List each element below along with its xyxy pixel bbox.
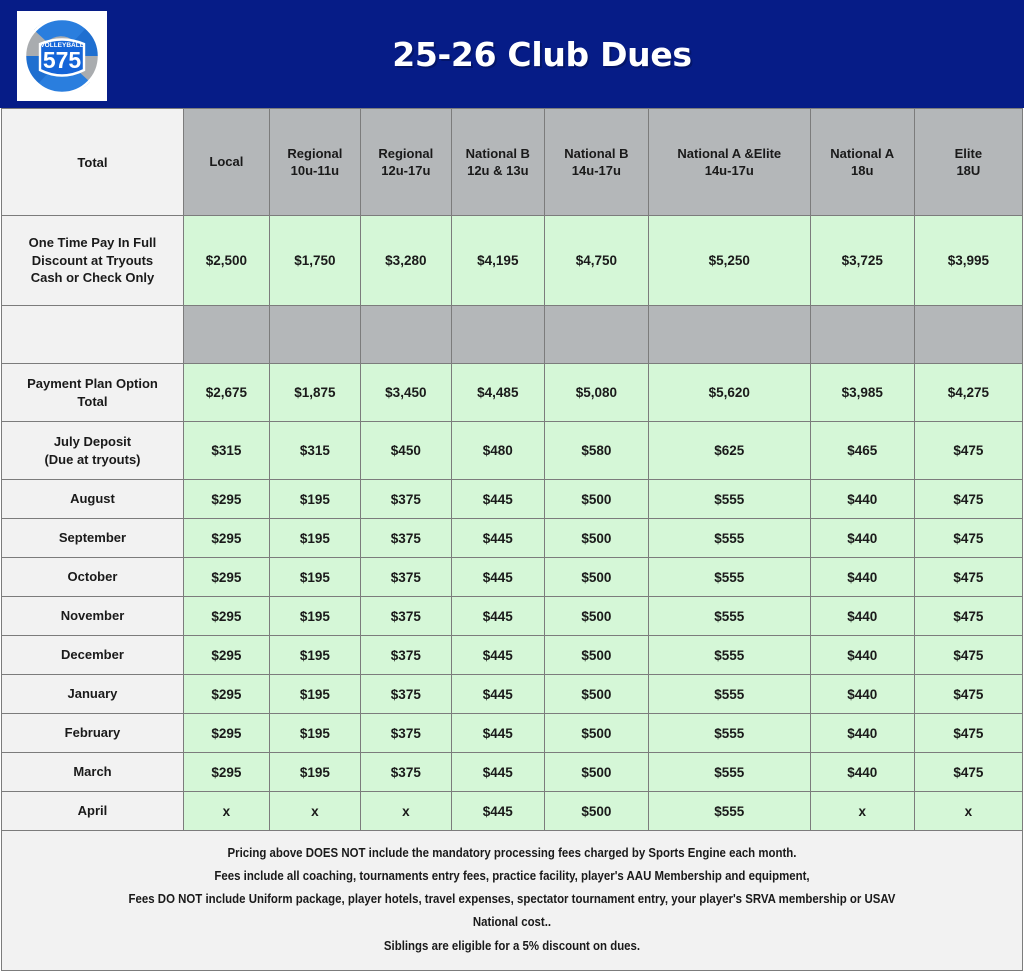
logo-badge-number: 575 xyxy=(42,47,82,73)
row-label-cell xyxy=(2,753,184,792)
footnote-line: Siblings are eligible for a 5% discount on dues. xyxy=(383,937,641,953)
price-cell: $445 xyxy=(451,636,544,675)
table-row xyxy=(2,216,1023,306)
price-cell: $3,985 xyxy=(810,364,914,422)
price-cell: $500 xyxy=(544,792,648,831)
column-header-elite-18u xyxy=(914,109,1022,216)
row-label-line: One Time Pay In Full xyxy=(28,235,157,251)
price-cell: $465 xyxy=(810,422,914,480)
column-header-regional-10u-11u xyxy=(269,109,360,216)
price-cell: $5,250 xyxy=(648,216,810,306)
price-cell: $555 xyxy=(648,792,810,831)
footnotes-block xyxy=(1,831,1023,971)
price-cell: $375 xyxy=(360,597,451,636)
price-cell: $295 xyxy=(183,636,269,675)
page-title: 25-26 Club Dues xyxy=(392,34,692,74)
table-row xyxy=(2,422,1023,480)
price-cell: $4,195 xyxy=(451,216,544,306)
row-label-cell xyxy=(2,558,184,597)
price-cell: $2,675 xyxy=(183,364,269,422)
table-row xyxy=(2,364,1023,422)
row-label-line: September xyxy=(58,530,127,546)
row-label-line: Total xyxy=(77,393,108,409)
column-header-elite-18u-label: Elite xyxy=(954,145,983,161)
table-row xyxy=(2,558,1023,597)
row-label-cell xyxy=(2,216,184,306)
column-header-national-a-18u-sub: 18u xyxy=(851,163,874,178)
column-header-national-a-18u-label: National A xyxy=(830,145,895,161)
price-cell: $295 xyxy=(183,519,269,558)
price-cell: $555 xyxy=(648,714,810,753)
price-cell: $195 xyxy=(269,480,360,519)
price-cell: x xyxy=(810,792,914,831)
price-cell: $375 xyxy=(360,675,451,714)
price-cell: $500 xyxy=(544,714,648,753)
row-label-cell xyxy=(2,792,184,831)
price-cell: $5,620 xyxy=(648,364,810,422)
price-cell: $3,725 xyxy=(810,216,914,306)
footnote-line: Fees DO NOT include Uniform package, player hotels, travel expenses, spectator tournament entry, your player's SRVA membership or USAV xyxy=(128,891,896,907)
column-header-local-label: Local xyxy=(209,154,244,170)
price-cell: $475 xyxy=(914,519,1022,558)
club-dues-table xyxy=(1,108,1023,831)
row-label-cell xyxy=(2,422,184,480)
price-cell: $315 xyxy=(183,422,269,480)
table-head xyxy=(2,109,1023,216)
column-header-total xyxy=(2,109,184,216)
table-row xyxy=(2,519,1023,558)
price-cell: $445 xyxy=(451,597,544,636)
row-label-line: (Due at tryouts) xyxy=(44,451,141,467)
price-cell xyxy=(810,306,914,364)
column-header-regional-12u-17u-label: Regional xyxy=(378,145,434,161)
price-cell: $440 xyxy=(810,480,914,519)
row-label-line: Discount at Tryouts xyxy=(31,252,154,268)
row-label-line: April xyxy=(77,803,108,819)
footnote-line: Pricing above DOES NOT include the mandatory processing fees charged by Sports Engine each month. xyxy=(227,845,797,860)
price-cell: $375 xyxy=(360,753,451,792)
table-body xyxy=(2,216,1023,831)
price-cell xyxy=(648,306,810,364)
column-header-total-label: Total xyxy=(77,154,108,170)
price-cell xyxy=(544,306,648,364)
price-cell: $555 xyxy=(648,753,810,792)
column-header-national-b-12u-13u xyxy=(451,109,544,216)
price-cell: $625 xyxy=(648,422,810,480)
column-header-national-a-elite-14u-17u-sub: 14u-17u xyxy=(704,163,754,178)
price-cell xyxy=(269,306,360,364)
price-cell: $445 xyxy=(451,753,544,792)
row-label-line: March xyxy=(73,764,112,780)
row-label-cell xyxy=(2,597,184,636)
price-cell: $295 xyxy=(183,558,269,597)
column-header-elite-18u-sub: 18U xyxy=(956,163,981,178)
row-label-line: February xyxy=(64,725,121,741)
row-label-line: January xyxy=(67,686,118,702)
price-cell: x xyxy=(914,792,1022,831)
price-cell xyxy=(914,306,1022,364)
row-label-cell xyxy=(2,480,184,519)
price-cell: $195 xyxy=(269,675,360,714)
row-label-cell xyxy=(2,714,184,753)
price-cell: $3,450 xyxy=(360,364,451,422)
price-cell: $195 xyxy=(269,714,360,753)
price-cell: $445 xyxy=(451,675,544,714)
table-row xyxy=(2,753,1023,792)
row-label-line: Payment Plan Option xyxy=(27,375,158,391)
column-header-regional-10u-11u-sub: 10u-11u xyxy=(290,163,340,178)
column-header-regional-12u-17u xyxy=(360,109,451,216)
price-cell: $500 xyxy=(544,480,648,519)
price-cell xyxy=(183,306,269,364)
price-cell: $4,750 xyxy=(544,216,648,306)
column-header-national-a-elite-14u-17u xyxy=(648,109,810,216)
price-cell: $440 xyxy=(810,597,914,636)
price-cell: $295 xyxy=(183,714,269,753)
price-cell: $445 xyxy=(451,714,544,753)
row-label-line: July Deposit xyxy=(53,433,132,449)
table-row xyxy=(2,714,1023,753)
price-cell: $195 xyxy=(269,753,360,792)
price-cell: x xyxy=(269,792,360,831)
price-cell: $475 xyxy=(914,675,1022,714)
row-label-cell xyxy=(2,364,184,422)
price-cell: $500 xyxy=(544,636,648,675)
price-cell: $3,280 xyxy=(360,216,451,306)
footnote-line: National cost.. xyxy=(472,914,552,930)
price-cell: $5,080 xyxy=(544,364,648,422)
price-cell: $475 xyxy=(914,558,1022,597)
price-cell: $2,500 xyxy=(183,216,269,306)
price-cell: $375 xyxy=(360,636,451,675)
column-header-national-b-12u-13u-label: National B xyxy=(465,145,530,161)
price-cell: $1,750 xyxy=(269,216,360,306)
price-cell: $1,875 xyxy=(269,364,360,422)
row-label-cell xyxy=(2,519,184,558)
price-cell: $4,485 xyxy=(451,364,544,422)
row-label-cell xyxy=(2,675,184,714)
table-row xyxy=(2,636,1023,675)
price-cell: $445 xyxy=(451,792,544,831)
price-cell: $315 xyxy=(269,422,360,480)
column-header-national-b-12u-13u-sub: 12u & 13u xyxy=(467,163,529,178)
price-cell: $580 xyxy=(544,422,648,480)
price-cell xyxy=(451,306,544,364)
price-cell xyxy=(360,306,451,364)
price-cell: $445 xyxy=(451,480,544,519)
table-row xyxy=(2,597,1023,636)
column-header-local xyxy=(183,109,269,216)
price-cell: $445 xyxy=(451,519,544,558)
price-cell: $500 xyxy=(544,558,648,597)
price-cell: $375 xyxy=(360,558,451,597)
column-header-regional-10u-11u-label: Regional xyxy=(287,145,343,161)
price-cell: $195 xyxy=(269,519,360,558)
column-header-national-a-18u xyxy=(810,109,914,216)
column-header-national-b-14u-17u xyxy=(544,109,648,216)
price-cell: $375 xyxy=(360,519,451,558)
volleyball-575-logo-icon xyxy=(20,14,104,98)
price-cell: $440 xyxy=(810,636,914,675)
price-cell: $555 xyxy=(648,675,810,714)
price-cell: $295 xyxy=(183,480,269,519)
row-label-cell xyxy=(2,306,184,364)
price-cell: $475 xyxy=(914,636,1022,675)
logo-badge-label: VOLLEYBALL xyxy=(40,42,84,49)
price-cell: $500 xyxy=(544,675,648,714)
column-header-national-b-14u-17u-sub: 14u-17u xyxy=(571,163,621,178)
price-cell: $440 xyxy=(810,714,914,753)
column-header-national-b-14u-17u-label: National B xyxy=(564,145,629,161)
row-label-line: December xyxy=(61,647,124,663)
price-cell: $3,995 xyxy=(914,216,1022,306)
price-cell: $555 xyxy=(648,519,810,558)
price-cell: $4,275 xyxy=(914,364,1022,422)
table-row xyxy=(2,306,1023,364)
price-cell: $440 xyxy=(810,753,914,792)
price-cell: $555 xyxy=(648,636,810,675)
price-cell: $445 xyxy=(451,558,544,597)
price-cell: $295 xyxy=(183,753,269,792)
price-cell: $555 xyxy=(648,480,810,519)
column-header-row xyxy=(2,109,1023,216)
price-cell: $195 xyxy=(269,558,360,597)
row-label-line: August xyxy=(70,491,115,507)
price-cell: $500 xyxy=(544,597,648,636)
row-label-line: November xyxy=(60,608,125,624)
row-label-line: Cash or Check Only xyxy=(30,270,155,286)
price-cell: $555 xyxy=(648,597,810,636)
table-row xyxy=(2,480,1023,519)
price-cell: $195 xyxy=(269,597,360,636)
price-cell: $440 xyxy=(810,675,914,714)
price-cell: $500 xyxy=(544,753,648,792)
table-row xyxy=(2,792,1023,831)
price-cell: x xyxy=(360,792,451,831)
price-cell: $475 xyxy=(914,753,1022,792)
price-cell: $475 xyxy=(914,597,1022,636)
price-cell: $195 xyxy=(269,636,360,675)
column-header-regional-12u-17u-sub: 12u-17u xyxy=(381,163,431,178)
price-cell: $500 xyxy=(544,519,648,558)
price-cell: $295 xyxy=(183,675,269,714)
price-cell: $475 xyxy=(914,714,1022,753)
header-bar xyxy=(0,0,1024,108)
price-cell: $295 xyxy=(183,597,269,636)
table-row xyxy=(2,675,1023,714)
price-cell: $475 xyxy=(914,480,1022,519)
price-cell: $440 xyxy=(810,519,914,558)
club-logo xyxy=(17,11,107,101)
price-cell: $555 xyxy=(648,558,810,597)
price-cell: $375 xyxy=(360,480,451,519)
price-cell: x xyxy=(183,792,269,831)
price-cell: $375 xyxy=(360,714,451,753)
price-cell: $480 xyxy=(451,422,544,480)
row-label-cell xyxy=(2,636,184,675)
price-cell: $440 xyxy=(810,558,914,597)
row-label-line: October xyxy=(67,569,118,585)
column-header-national-a-elite-14u-17u-label: National A &Elite xyxy=(677,145,782,161)
price-cell: $450 xyxy=(360,422,451,480)
footnote-line: Fees include all coaching, tournaments entry fees, practice facility, player's AAU Membership and equipment, xyxy=(214,868,810,884)
price-cell: $475 xyxy=(914,422,1022,480)
